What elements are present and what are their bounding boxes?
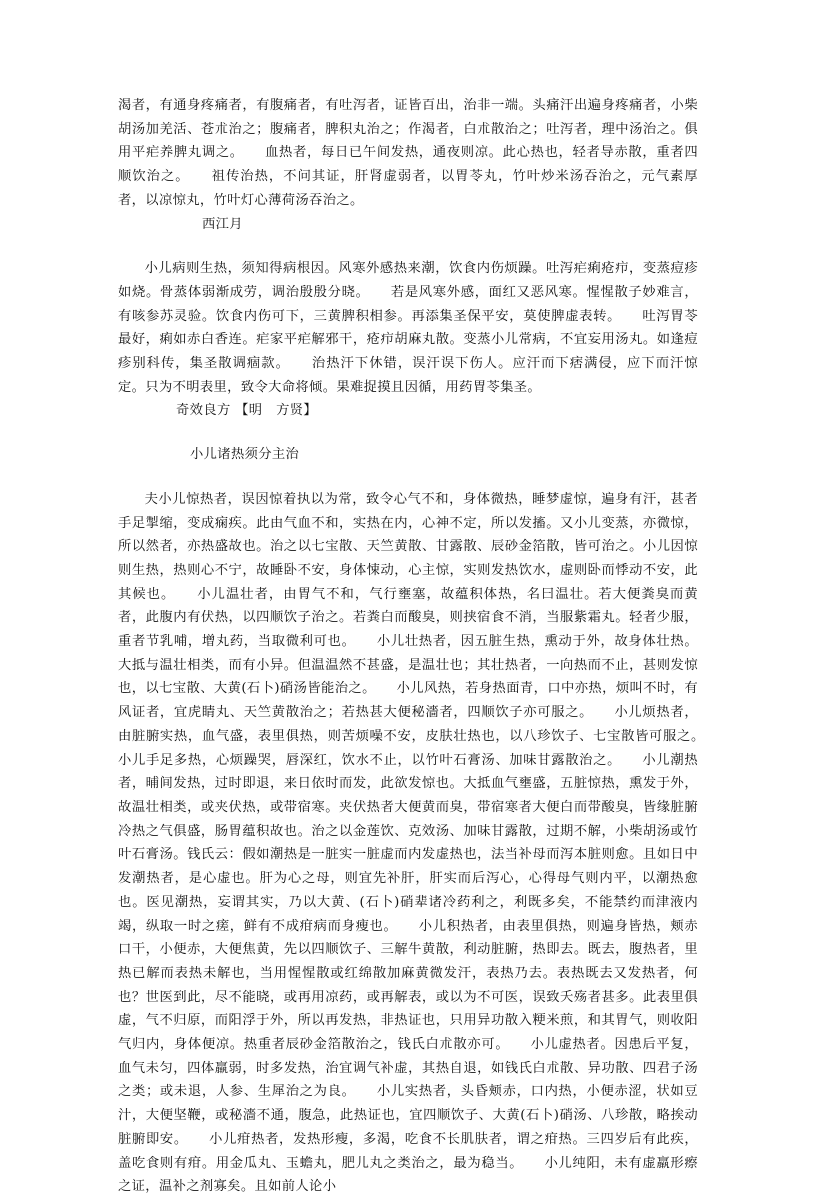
source-citation: 奇效良方 【明 方贤】	[176, 403, 318, 419]
paragraph-gap	[118, 467, 698, 488]
paragraph-gap	[118, 423, 698, 443]
paragraph-fever-symptoms: 渴者，有通身疼痛者，有腹痛者，有吐泻者，证皆百出，治非一端。头痛汗出遍身疼痛者，小柴胡汤加羌活、苍朮治之；腹痛者，脾积丸治之；作渴者，白朮散治之；吐泻者，理中汤治之。俱用平疟养脾丸调之。 血热者，每日已午间发热，通夜则凉。此心热也，轻者导赤散，重者四顺饮治之。 祖传治热，不问其证，肝肾虚弱者，以胃苓丸，竹叶炒米汤吞治之，元气素厚者，以凉惊丸，竹叶灯心薄荷汤吞治之。	[118, 98, 698, 208]
paragraph-pediatric-fevers: 夫小儿惊热者，误因惊着执以为常，致令心气不和，身体微热，睡梦虚惊，遍身有汗，甚者手足掣缩，变成痫疾。此由气血不和，实热在内，心神不定，所以发搐。又小儿变蒸，亦微惊，所以然者，亦热盛故也。治之以七宝散、天竺黄散、甘露散、辰砂金箔散，皆可治之。小儿因惊则生热，热则心不宁，故睡卧不安，身体悚动，心主惊，实则发热饮水，虚则卧而悸动不安，此其候也。 小儿温壮者，由胃气不和，气行壅塞，故蕴积体热，名曰温壮。若大便粪臭而黄者，此腹内有伏热，以四顺饮子治之。若粪白而酸臭，则挟宿食不消，当服紫霜丸。轻者少服，重者节乳哺，增丸药，当取微利可也。 小儿壮热者，因五脏生热，熏动于外，故身体壮热。大抵与温壮相类，而有小异。但温温然不甚盛，是温壮也；其壮热者，一向热而不止，甚则发惊也，以七宝散、大黄(石卜)硝汤皆能治之。 小儿风热，若身热面青，口中亦热，烦叫不时，有风证者，宜虎睛丸、天竺黄散治之；若热甚大便秘濇者，四顺饮子亦可服之。 小儿烦热者，由脏腑实热，血气盛，表里俱热，则苦烦噪不安，皮肤壮热也，以八珍饮子、七宝散皆可服之。 小儿手足多热，心烦躁哭，唇深红，饮水不止，以竹叶石膏汤、加味甘露散治之。 小儿潮热者，晡间发热，过时即退，来日依时而发，此欲发惊也。大抵血气壅盛，五脏惊热，熏发于外，故温壮相类，或夹伏热，或带宿寒。夹伏热者大便黄而臭，带宿寒者大便白而带酸臭，皆缘脏腑冷热之气俱盛，肠胃蕴积故也。治之以金莲饮、克效汤、加味甘露散，过期不解，小柴胡汤或竹叶石膏汤。钱氏云：假如潮热是一脏实一脏虚而内发虚热也，法当补母而泻本脏则愈。且如日中发潮热者，是心虚也。肝为心之母，则宜先补肝，肝实而后泻心，心得母气则内平，以潮热愈也。医见潮热，妄谓其实，乃以大黄、(石卜)硝辈诸冷药利之，利既多矣，不能禁约而津液内竭，纵取一时之瘥，鲜有不成疳病而身瘦也。 小儿积热者，由表里俱热，则遍身皆热，颊赤口干，小便赤，大便焦黄，先以四顺饮子、三解牛黄散，利动脏腑，热即去。既去，腹热者，里热已解而表热未解也，当用惺惺散或红绵散加麻黄微发汗，表热乃去。表热既去又发热者，何也？世医到此，尽不能晓，或再用凉药，或再解表，或以为不可医，误致夭殇者甚多。此表里俱虚，气不归原，而阳浮于外，所以再发热，非热证也，只用异功散入粳米煎，和其胃气，则收阳气归内，身体便凉。热重者辰砂金箔散治之，钱氏白朮散亦可。 小儿虚热者。因患后平复，血气未匀，四体羸弱，时多发热，治宜调气补虚，其热自退，如钱氏白朮散、异功散、四君子汤之类；或未退，人参、生犀治之为良。 小儿实热者，头昏颊赤，口内热，小便赤涩，状如豆汁，大便坚鞭，或秘濇不通，腹急，此热证也，宜四顺饮子、大黄(石卜)硝汤、八珍散，略挨动脏腑即安。 小儿疳热者，发热形瘦，多渴，吃食不长肌肤者，谓之疳热。三四岁后有此疾，盖吃食则有疳。用金瓜丸、玉蟾丸，肥儿丸之类治之，最为稳当。 小儿纯阳，未有虚羸形瘵之证，温补之剂寡矣。且如前人论小	[118, 491, 726, 1195]
section-title: 小儿诸热须分主治	[190, 447, 300, 463]
paragraph-gap	[118, 236, 698, 257]
paragraph-xijiangyue-verse: 小儿病则生热，须知得病根因。风寒外感热来潮，饮食内伤烦躁。吐泻疟痢疮疖，变蒸痘疹如烧。骨蒸体弱渐成劳，调治殷殷分晓。 若是风寒外感，面红又恶风寒。惺惺散子妙难言，有咳参苏灵验。饮食内伤可下，三黄脾积相参。再添集圣保平安，莫使脾虚表转。 吐泻胃苓最好，痢如赤白香连。疟家平疟解邪干，疮疖胡麻丸散。变蒸小儿常病，不宜妄用汤丸。如逢痘疹别科传，集圣散调痼款。 治热汗下休错，误汗误下伤人。应汗而下痞满侵，应下而汗惊定。只为不明表里，致令大命将倾。果难捉摸且因循，用药胃苓集圣。	[118, 261, 698, 395]
heading-xijiangyue: 西江月	[202, 216, 243, 232]
